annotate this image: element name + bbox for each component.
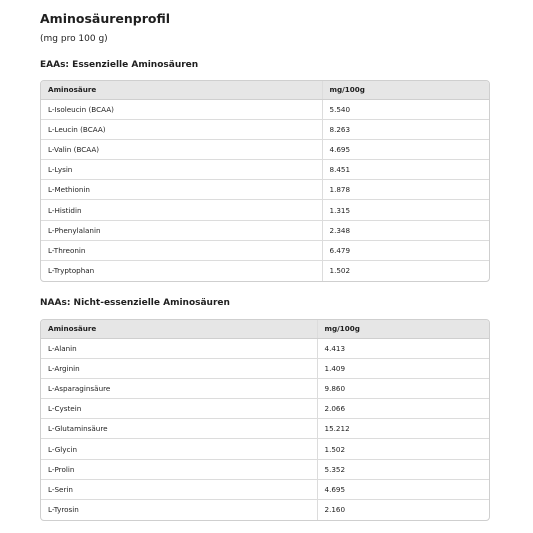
cell-amino-acid: L-Methionin bbox=[41, 180, 322, 200]
cell-amount: 15.212 bbox=[317, 419, 489, 439]
cell-amino-acid: L-Valin (BCAA) bbox=[41, 139, 322, 159]
table-row bbox=[41, 240, 489, 260]
table-row bbox=[41, 99, 489, 119]
table-row bbox=[41, 200, 489, 220]
cell-amino-acid: L-Serin bbox=[41, 479, 317, 499]
cell-amino-acid: L-Alanin bbox=[41, 338, 317, 358]
cell-amount: 1.315 bbox=[322, 200, 489, 220]
table-header-row bbox=[41, 81, 489, 99]
cell-amino-acid: L-Phenylalanin bbox=[41, 220, 322, 240]
column-header-amino-acid: Aminosäure bbox=[41, 81, 322, 99]
cell-amount: 9.860 bbox=[317, 378, 489, 398]
cell-amino-acid: L-Lysin bbox=[41, 160, 322, 180]
cell-amount: 4.695 bbox=[317, 479, 489, 499]
page-subtitle: (mg pro 100 g) bbox=[40, 34, 108, 44]
table-row bbox=[41, 479, 489, 499]
cell-amount: 5.352 bbox=[317, 459, 489, 479]
cell-amount: 1.409 bbox=[317, 358, 489, 378]
cell-amount: 8.263 bbox=[322, 119, 489, 139]
cell-amino-acid: L-Arginin bbox=[41, 358, 317, 378]
eaa-table-body bbox=[41, 99, 489, 281]
cell-amount: 2.348 bbox=[322, 220, 489, 240]
cell-amino-acid: L-Glutaminsäure bbox=[41, 419, 317, 439]
table-row bbox=[41, 439, 489, 459]
table-row bbox=[41, 180, 489, 200]
cell-amino-acid: L-Tryptophan bbox=[41, 261, 322, 281]
page-title: Aminosäurenprofil bbox=[40, 11, 171, 26]
naa-section-title: NAAs: Nicht-essenzielle Aminosäuren bbox=[40, 298, 230, 308]
cell-amount: 1.502 bbox=[317, 439, 489, 459]
cell-amount: 2.066 bbox=[317, 399, 489, 419]
cell-amino-acid: L-Histidin bbox=[41, 200, 322, 220]
cell-amount: 1.878 bbox=[322, 180, 489, 200]
table-row bbox=[41, 459, 489, 479]
eaa-table bbox=[40, 80, 490, 282]
table-row bbox=[41, 160, 489, 180]
table-row bbox=[41, 119, 489, 139]
table-row bbox=[41, 500, 489, 520]
cell-amino-acid: L-Tyrosin bbox=[41, 500, 317, 520]
cell-amino-acid: L-Threonin bbox=[41, 240, 322, 260]
cell-amount: 2.160 bbox=[324, 505, 346, 515]
eaa-section-title: EAAs: Essenzielle Aminosäuren bbox=[40, 60, 199, 70]
column-header-amount: mg/100g bbox=[317, 320, 489, 338]
naa-table bbox=[40, 319, 490, 521]
table-row bbox=[41, 139, 489, 159]
cell-amount: 1.502 bbox=[329, 266, 351, 276]
cell-amino-acid: L-Prolin bbox=[41, 459, 317, 479]
naa-table-body bbox=[41, 338, 489, 520]
cell-amount: 4.695 bbox=[322, 139, 489, 159]
cell-amino-acid: L-Cystein bbox=[41, 399, 317, 419]
cell-amount: 6.479 bbox=[322, 240, 489, 260]
table-row bbox=[41, 378, 489, 398]
table-row bbox=[41, 399, 489, 419]
cell-amount: 4.413 bbox=[317, 338, 489, 358]
cell-amino-acid: L-Leucin (BCAA) bbox=[41, 119, 322, 139]
cell-amino-acid: L-Glycin bbox=[41, 439, 317, 459]
column-header-amino-acid: Aminosäure bbox=[41, 320, 317, 338]
table-row bbox=[41, 338, 489, 358]
table-header-row bbox=[41, 320, 489, 338]
cell-amount: 5.540 bbox=[322, 99, 489, 119]
cell-amount: 8.451 bbox=[322, 160, 489, 180]
table-row bbox=[41, 261, 489, 281]
cell-amino-acid: L-Asparaginsäure bbox=[41, 378, 317, 398]
cell-amino-acid: L-Isoleucin (BCAA) bbox=[41, 99, 322, 119]
table-row bbox=[41, 220, 489, 240]
column-header-amount: mg/100g bbox=[322, 81, 489, 99]
table-row bbox=[41, 419, 489, 439]
table-row bbox=[41, 358, 489, 378]
